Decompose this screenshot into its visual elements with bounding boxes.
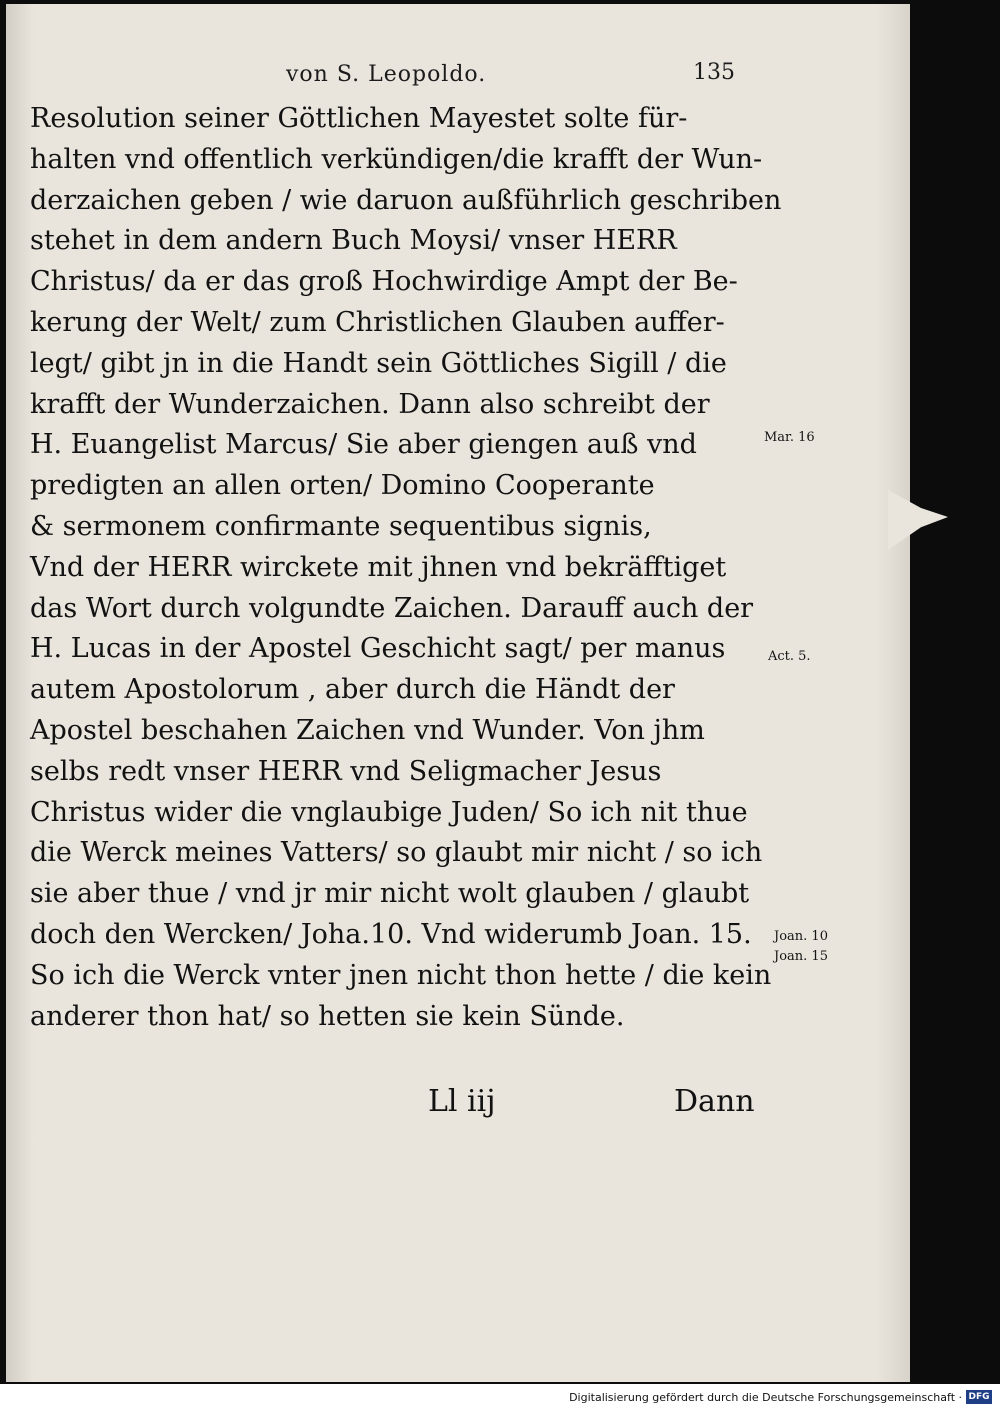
margin-note-act: Act. 5. [768, 649, 811, 664]
text-line: Vnd der HERR wirckete mit jhnen vnd bekräfftiget [30, 551, 727, 583]
text-line: Apostel beschahen Zaichen vnd Wunder. Von jhm [30, 714, 705, 746]
text-line: kerung der Welt/ zum Christlichen Glauben auffer- [30, 306, 725, 338]
text-line: selbs redt vnser HERR vnd Seligmacher Jesus [30, 755, 662, 787]
text-line: H. Lucas in der Apostel Geschicht sagt/ per manus [30, 633, 726, 665]
text-line: Christus wider die vnglaubige Juden/ So ich nit thue [30, 796, 748, 828]
text-line: Resolution seiner Göttlichen Mayestet solte für- [30, 103, 688, 134]
text-line: autem Apostolorum , aber durch die Händt der [30, 674, 675, 706]
dfg-logo: DFG [966, 1390, 992, 1404]
text-line: halten vnd offentlich verkündigen/die krafft der Wun- [30, 143, 763, 175]
margin-note-mar: Mar. 16 [764, 430, 815, 445]
text-line: anderer thon hat/ so hetten sie kein Sünde. [30, 1000, 625, 1032]
text-line: legt/ gibt jn in die Handt sein Göttliches Sigill / die [30, 347, 727, 379]
footer-credit: Digitalisierung gefördert durch die Deutsche Forschungsgemeinschaft · [569, 1391, 962, 1404]
text-line: stehet in dem andern Buch Moysi/ vnser HERR [30, 225, 677, 257]
text-line: sie aber thue / vnd jr mir nicht wolt glauben / glaubt [30, 878, 750, 910]
text-line: das Wort durch volgundte Zaichen. Darauff auch der [30, 592, 754, 624]
page-number: 135 [693, 60, 735, 85]
footer-bar [0, 1384, 1000, 1411]
text-line: H. Euangelist Marcus/ Sie aber giengen auß vnd [30, 429, 697, 461]
margin-note-joan-10: Joan. 10 [774, 929, 828, 944]
text-line: Christus/ da er das groß Hochwirdige Ampt der Be- [30, 266, 738, 298]
page-sheet [6, 4, 910, 1382]
text-line: doch den Wercken/ Joha.10. Vnd widerumb Joan. 15. [30, 918, 752, 950]
text-line: derzaichen geben / wie daruon außführlich geschriben [30, 184, 782, 216]
running-head: von S. Leopoldo. [286, 62, 487, 87]
text-line: & sermonem confirmante sequentibus signis, [30, 510, 652, 542]
text-line: So ich die Werck vnter jnen nicht thon hette / die kein [30, 959, 772, 991]
page-tab-marker [888, 490, 948, 550]
margin-note-joan-15: Joan. 15 [774, 949, 828, 964]
catchword: Dann [674, 1084, 755, 1119]
text-line: die Werck meines Vatters/ so glaubt mir nicht / so ich [30, 837, 763, 869]
text-line: krafft der Wunderzaichen. Dann also schreibt der [30, 388, 710, 420]
signature-mark: Ll iij [428, 1084, 496, 1119]
body-text [30, 99, 782, 1037]
text-line: predigten an allen orten/ Domino Cooperante [30, 470, 655, 502]
